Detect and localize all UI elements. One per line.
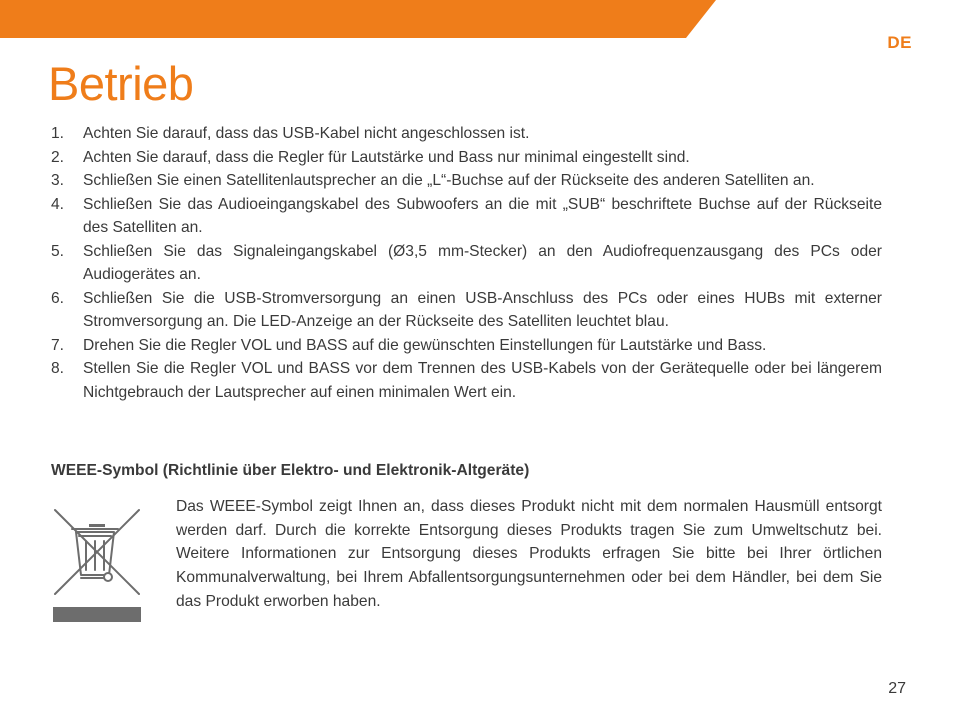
step-number: 5.	[51, 242, 65, 260]
page-title: Betrieb	[48, 57, 194, 110]
step-text: Drehen Sie die Regler VOL und BASS auf die gewünschten Einstellungen für Lautstärke und Bass.	[83, 336, 767, 354]
step-text: Achten Sie darauf, dass das USB-Kabel nicht angeschlossen ist.	[83, 125, 530, 142]
step-text: Schließen Sie einen Satellitenlautsprecher an die „L“-Buchse auf der Rückseite des anderen Satelliten an.	[83, 172, 815, 189]
language-code: DE	[887, 33, 912, 52]
weee-description: Das WEEE-Symbol zeigt Ihnen an, dass dieses Produkt nicht mit dem normalen Hausmüll entsorgt werden darf. Durch die korrekte Entsorgung dieses Produkts tragen Sie zum Umweltschutz bei. Weitere Informationen zur Entsorgung dieses Produkts erfragen Sie bitte bei Ihrer örtlichen Kommunalverwaltung, bei Ihrem Abfallentsorgungsunternehmen oder bei dem Händler, bei dem Sie das Produkt erworben haben.	[176, 498, 882, 610]
list-item	[51, 193, 882, 240]
step-text: Schließen Sie die USB-Stromversorgung an einen USB-Anschluss des PCs oder eines HUBs mit externer Stromversorgung an. Die LED-Anzeige an der Rückseite des Satelliten leuchtet blau.	[83, 289, 882, 330]
step-number: 1.	[51, 125, 65, 142]
list-item	[51, 240, 882, 287]
page-number: 27	[888, 680, 906, 697]
step-text: Stellen Sie die Regler VOL und BASS vor dem Trennen des USB-Kabels von der Gerätequelle oder bei längerem Nichtgebrauch der Lautsprecher auf einen minimalen Wert ein.	[83, 360, 882, 401]
step-number: 7.	[51, 336, 65, 354]
header-accent-band	[0, 0, 954, 38]
step-text: Schließen Sie das Signaleingangskabel (Ø3,5 mm-Stecker) an den Audiofrequenzausgang des PCs oder Audiogerätes an.	[83, 242, 882, 283]
step-number: 8.	[51, 360, 65, 377]
list-item	[51, 287, 882, 334]
step-text: Achten Sie darauf, dass die Regler für Lautstärke und Bass nur minimal eingestellt sind.	[83, 148, 690, 166]
list-item	[51, 146, 882, 170]
step-number: 6.	[51, 289, 65, 307]
weee-heading: WEEE-Symbol (Richtlinie über Elektro- und Elektronik-Altgeräte)	[51, 462, 530, 479]
step-number: 3.	[51, 172, 65, 189]
step-number: 4.	[51, 195, 65, 213]
list-item	[51, 169, 882, 193]
instruction-list	[51, 122, 882, 404]
crossed-out-wheelie-bin-icon	[50, 505, 144, 625]
list-item	[51, 357, 882, 404]
step-number: 2.	[51, 148, 65, 166]
list-item	[51, 334, 882, 358]
step-text: Schließen Sie das Audioeingangskabel des Subwoofers an die mit „SUB“ beschriftete Buchse auf der Rückseite des Satelliten an.	[83, 195, 882, 236]
list-item	[51, 122, 882, 146]
